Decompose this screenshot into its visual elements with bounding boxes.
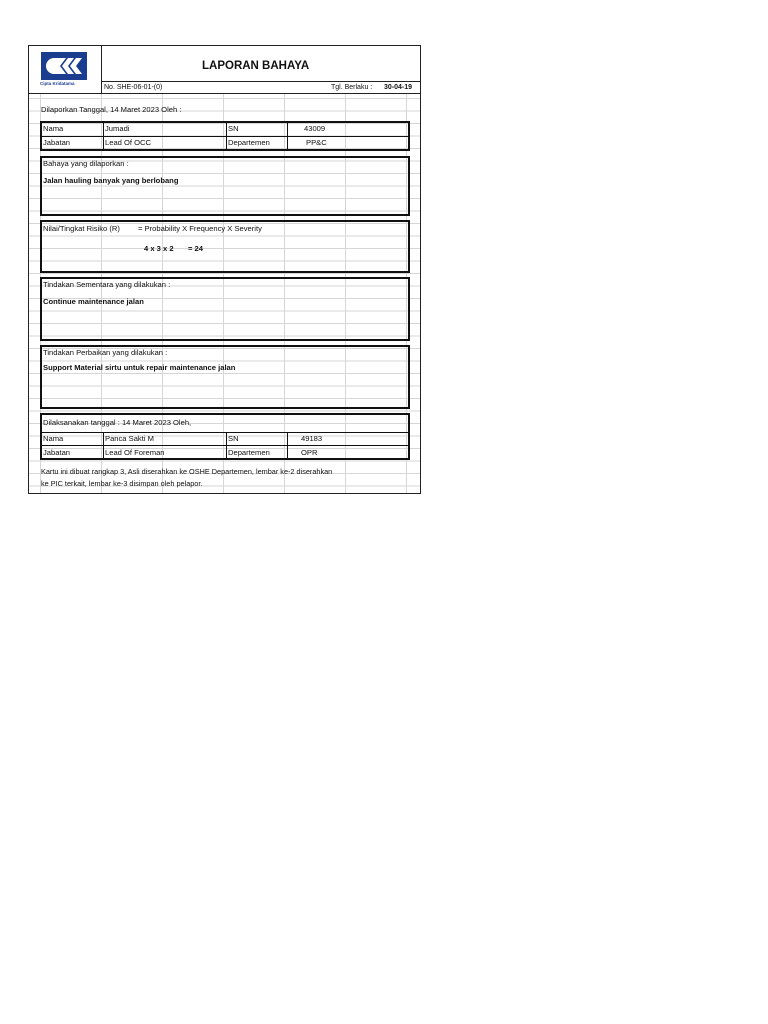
risk-result: = 24	[188, 244, 203, 253]
footer-note-line1: Kartu ini dibuat rangkap 3, Asli diserahkan ke OSHE Departemen, lembar ke-2 diserahkan	[41, 467, 333, 476]
reporter-name: Jumadi	[105, 124, 130, 133]
reporter-dept: PP&C	[306, 138, 327, 147]
risk-box	[40, 220, 410, 273]
risk-calculation: 4 x 3 x 2	[144, 244, 174, 253]
reporter-sn: 43009	[304, 124, 326, 133]
reporter-name-label: Nama	[43, 124, 64, 133]
hazard-description: Jalan hauling banyak yang berlobang	[43, 176, 179, 185]
doc-number: No. SHE-06-01-(0)	[104, 84, 163, 91]
temporary-action-label: Tindakan Sementara yang dilakukan :	[43, 280, 171, 289]
executor-name: Panca Sakti M	[105, 434, 154, 443]
executor-sn-label: SN	[228, 434, 239, 443]
validity-label: Tgl. Berlaku :	[331, 84, 373, 91]
reported-heading: Dilaporkan Tanggal, 14 Maret 2023 Oleh :	[41, 105, 182, 114]
page-title: LAPORAN BAHAYA	[202, 60, 310, 72]
hazard-box	[40, 156, 410, 216]
reporter-sn-label: SN	[228, 124, 239, 133]
reporter-position-label: Jabatan	[43, 138, 71, 147]
executor-position: Lead Of Foreman	[105, 448, 165, 457]
temporary-action-value: Continue maintenance jalan	[43, 297, 144, 306]
footer-note-line2: ke PIC terkait, lembar ke-3 disimpan oleh pelapor.	[41, 479, 203, 488]
executor-dept: OPR	[301, 448, 318, 457]
validity-date: 30-04-19	[384, 84, 413, 91]
hazard-label: Bahaya yang dilaporkan :	[43, 159, 129, 168]
reporter-dept-label: Departemen	[228, 138, 270, 147]
corrective-action-box	[40, 345, 410, 409]
executed-heading: Dilaksanakan tanggal : 14 Maret 2023 Oleh,	[43, 418, 192, 427]
risk-label: Nilai/Tingkat Risiko (R)	[43, 224, 120, 233]
risk-formula: = Probability X Frequency X Severity	[138, 224, 262, 233]
corrective-action-value: Support Material sirtu untuk repair maintenance jalan	[43, 363, 236, 372]
executor-position-label: Jabatan	[43, 448, 71, 457]
reporter-position: Lead Of OCC	[105, 138, 152, 147]
temporary-action-box	[40, 277, 410, 341]
logo-cell	[29, 46, 102, 94]
hazard-report-sheet	[28, 45, 421, 494]
executor-dept-label: Departemen	[228, 448, 270, 457]
doc-info-row	[102, 82, 420, 94]
executor-table	[40, 413, 410, 460]
executor-sn: 49183	[301, 434, 323, 443]
reporter-table	[40, 121, 410, 151]
logo-caption: Cipta Kridatama	[40, 81, 75, 86]
title-cell	[102, 46, 420, 82]
corrective-action-label: Tindakan Perbaikan yang dilakukan :	[43, 348, 168, 357]
executor-name-label: Nama	[43, 434, 64, 443]
